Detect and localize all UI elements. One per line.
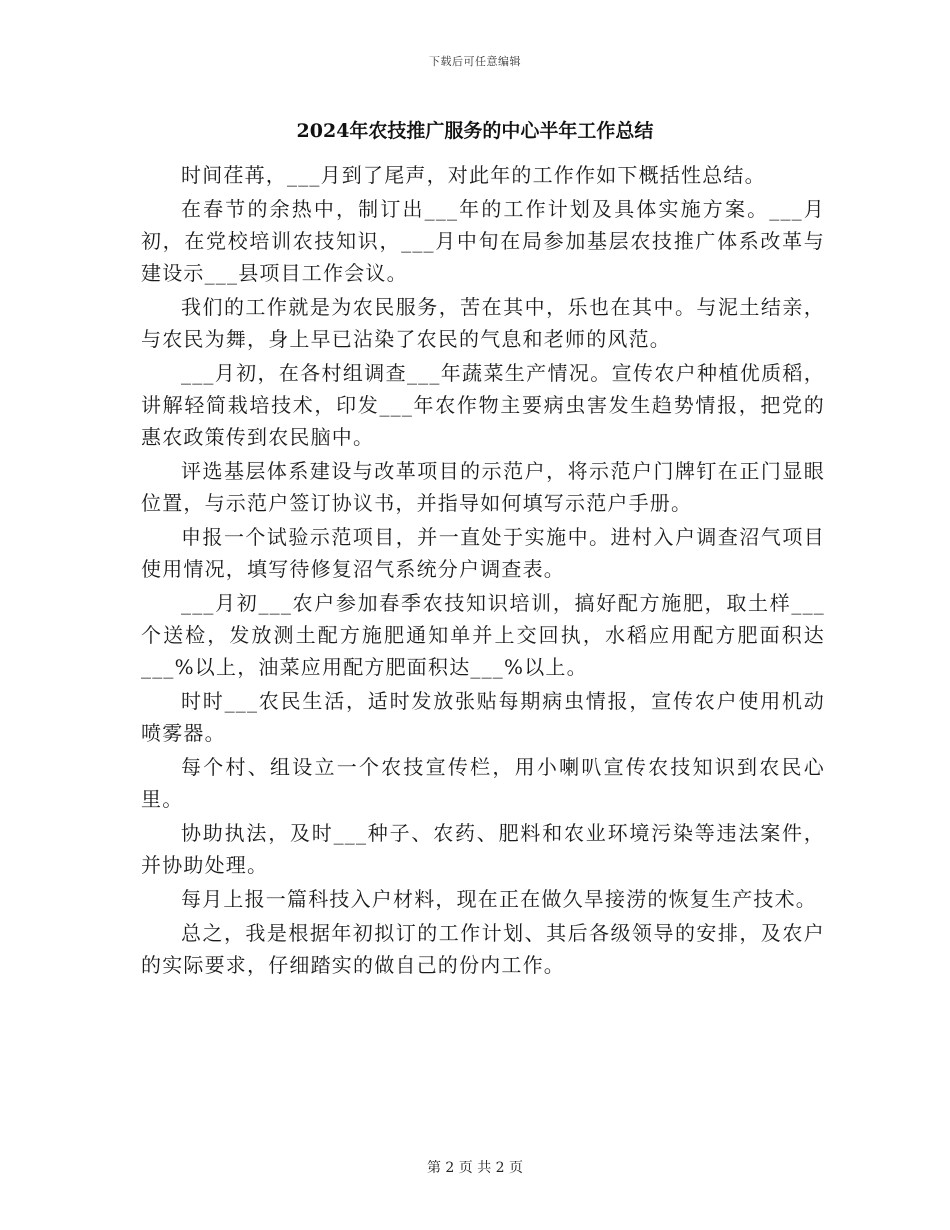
document-body xyxy=(141,159,825,981)
paragraph: 申报一个试验示范项目，并一直处于实施中。进村入户调查沼气项目使用情况，填写待修复沼气系统分户调查表。 xyxy=(141,525,825,581)
paragraph: 我们的工作就是为农民服务，苦在其中，乐也在其中。与泥土结亲，与农民为舞，身上早已沾染了农民的气息和老师的风范。 xyxy=(141,295,825,351)
paragraph: 时间荏苒，___月到了尾声，对此年的工作作如下概括性总结。 xyxy=(181,163,766,187)
page-header-note: 下载后可任意编辑 xyxy=(429,55,521,68)
document-title: 2024年农技推广服务的中心半年工作总结 xyxy=(296,120,654,142)
paragraph: ___月初___农户参加春季农技知识培训，搞好配方施肥，取土样___个送检，发放测土配方施肥通知单并上交回执，水稻应用配方肥面积达___%以上，油菜应用配方肥面积达___%以上。 xyxy=(141,591,825,679)
paragraph: 在春节的余热中，制订出___年的工作计划及具体实施方案。___月初，在党校培训农技知识，___月中旬在局参加基层农技推广体系改革与建设示___县项目工作会议。 xyxy=(141,197,825,285)
paragraph: 每个村、组设立一个农技宣传栏，用小喇叭宣传农技知识到农民心里。 xyxy=(141,755,825,811)
page-number-footer: 第 2 页 共 2 页 xyxy=(426,1160,524,1176)
paragraph: 评选基层体系建设与改革项目的示范户，将示范户门牌钉在正门显眼位置，与示范户签订协议书，并指导如何填写示范户手册。 xyxy=(141,459,825,515)
paragraph: 时时___农民生活，适时发放张贴每期病虫情报，宣传农户使用机动喷雾器。 xyxy=(141,689,825,745)
paragraph: 总之，我是根据年初拟订的工作计划、其后各级领导的安排，及农户的实际要求，仔细踏实的做自己的份内工作。 xyxy=(141,921,825,977)
paragraph: 每月上报一篇科技入户材料，现在正在做久旱接涝的恢复生产技术。 xyxy=(181,887,817,911)
paragraph: ___月初，在各村组调查___年蔬菜生产情况。宣传农户种植优质稻，讲解轻简栽培技术，印发___年农作物主要病虫害发生趋势情报，把党的惠农政策传到农民脑中。 xyxy=(141,361,825,449)
paragraph: 协助执法，及时___种子、农药、肥料和农业环境污染等违法案件，并协助处理。 xyxy=(141,821,825,877)
